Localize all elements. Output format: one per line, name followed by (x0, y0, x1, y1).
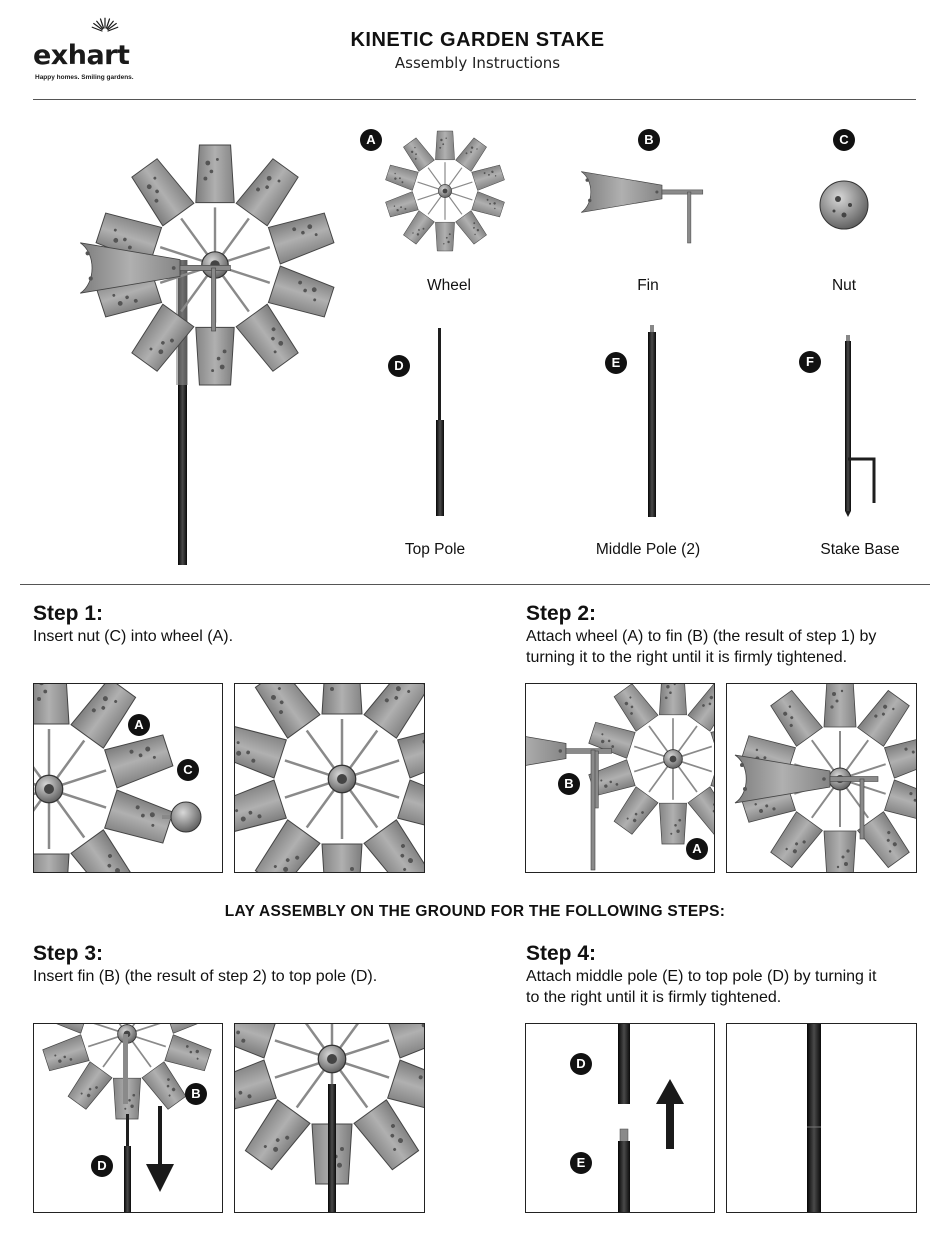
part-label-stake-base: Stake Base (820, 541, 900, 558)
part-label-middle-pole: Middle Pole (2) (595, 541, 701, 558)
part-label-top-pole: Top Pole (404, 541, 466, 558)
page-title: KINETIC GARDEN STAKE (350, 29, 605, 51)
step-2-text-line-2: turning it to the right until it is firmly tightened. (526, 649, 848, 666)
nut-part-image (814, 175, 874, 235)
step-4-title: Step 4: (526, 942, 597, 965)
part-badge-b: B (638, 129, 660, 151)
step-4-text-line-1: Attach middle pole (E) to top pole (D) by turning it (526, 968, 877, 985)
page-subtitle: Assembly Instructions (394, 54, 561, 72)
part-label-fin: Fin (637, 277, 659, 294)
parts-divider (20, 584, 930, 585)
step-2-text-line-1: Attach wheel (A) to fin (B) (the result of step 1) by (526, 628, 877, 645)
step-1-callout-c: C (177, 759, 199, 781)
step-1-callout-a: A (128, 714, 150, 736)
assembled-stake-illustration (40, 110, 340, 570)
part-badge-c: C (833, 129, 855, 151)
part-label-wheel: Wheel (427, 277, 471, 294)
step-1-text: Insert nut (C) into wheel (A). (33, 628, 234, 645)
step-1-panel-after (234, 683, 425, 873)
step-3-callout-b: B (185, 1083, 207, 1105)
step-2-callout-a: A (686, 838, 708, 860)
part-badge-a: A (360, 129, 382, 151)
step-4-text-line-2: to the right until it is firmly tightened. (526, 989, 782, 1006)
middle-pole-part-image (642, 325, 662, 520)
wheel-part-image (380, 126, 510, 256)
top-pole-part-image (430, 328, 450, 518)
brand-name: exhart (33, 40, 130, 71)
part-label-nut: Nut (831, 277, 857, 294)
stake-base-part-image (830, 335, 880, 520)
step-2-callout-b: B (558, 773, 580, 795)
step-4-panel-before (525, 1023, 715, 1213)
step-3-text: Insert fin (B) (the result of step 2) to top pole (D). (33, 968, 378, 985)
part-badge-d: D (388, 355, 410, 377)
step-3-panel-after (234, 1023, 425, 1213)
step-3-title: Step 3: (33, 942, 104, 965)
step-1-title: Step 1: (33, 602, 104, 625)
step-2-panel-after (726, 683, 917, 873)
step-4-callout-d: D (570, 1053, 592, 1075)
step-4-panel-after (726, 1023, 917, 1213)
step-4-callout-e: E (570, 1152, 592, 1174)
brand-tagline: Happy homes. Smiling gardens. (35, 74, 134, 81)
part-badge-e: E (605, 352, 627, 374)
step-3-callout-d: D (91, 1155, 113, 1177)
step-2-title: Step 2: (526, 602, 597, 625)
ground-assembly-banner: LAY ASSEMBLY ON THE GROUND FOR THE FOLLOWING STEPS: (224, 903, 726, 920)
step-3-panel-before (33, 1023, 223, 1213)
part-badge-f: F (799, 351, 821, 373)
fin-part-image (580, 160, 720, 260)
header-divider (33, 99, 916, 100)
